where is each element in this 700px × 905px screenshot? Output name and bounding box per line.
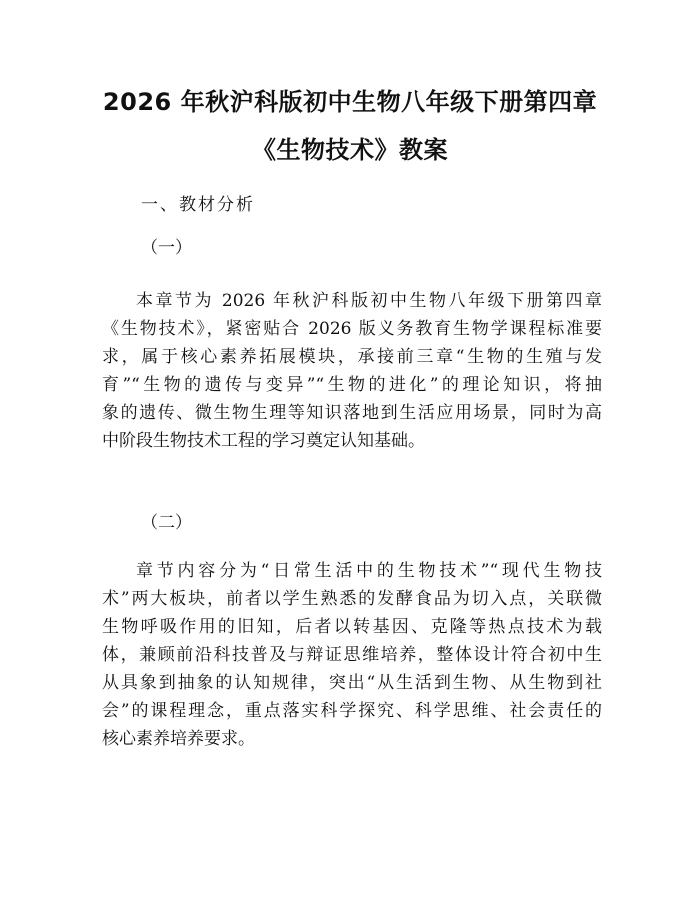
document-title-line-2: 《生物技术》教案 (252, 136, 448, 164)
paragraph-2-line: 从具象到抽象的认知规律，突出“从生活到生物、从生物到社 (102, 673, 602, 693)
paragraph-1-line: 求，属于核心素养拓展模块，承接前三章“生物的生殖与发 (102, 347, 602, 367)
paragraph-1-line: 中阶段生物技术工程的学习奠定认知基础。 (102, 431, 425, 451)
section-heading: 一、教材分析 (141, 195, 255, 215)
document-title-line-1: 2026 年秋沪科版初中生物八年级下册第四章 (102, 88, 598, 116)
paragraph-2-line: 体，兼顾前沿科技普及与辩证思维培养，整体设计符合初中生 (102, 645, 602, 665)
paragraph-1-line: 《生物技术》，紧密贴合 2026 版义务教育生物学课程标准要 (102, 319, 602, 339)
paragraph-2-line: 章节内容分为“日常生活中的生物技术”“现代生物技 (136, 561, 602, 581)
paragraph-1 (102, 287, 602, 455)
subsection-heading-1: （一） (141, 238, 192, 258)
paragraph-2-line: 核心素养培养要求。 (102, 729, 255, 749)
paragraph-2-line: 生物呼吸作用的旧知，后者以转基因、克隆等热点技术为载 (102, 617, 602, 637)
subsection-heading-2: （二） (141, 513, 192, 533)
paragraph-1-line: 象的遗传、微生物生理等知识落地到生活应用场景，同时为高 (102, 403, 602, 423)
paragraph-1-line: 本章节为 2026 年秋沪科版初中生物八年级下册第四章 (136, 291, 602, 311)
paragraph-2-line: 会”的课程理念，重点落实科学探究、科学思维、社会责任的 (102, 701, 602, 721)
paragraph-2 (102, 557, 602, 753)
paragraph-1-line: 育”“生物的遗传与变异”“生物的进化”的理论知识，将抽 (102, 375, 602, 395)
paragraph-2-line: 术”两大板块，前者以学生熟悉的发酵食品为切入点，关联微 (102, 589, 602, 609)
